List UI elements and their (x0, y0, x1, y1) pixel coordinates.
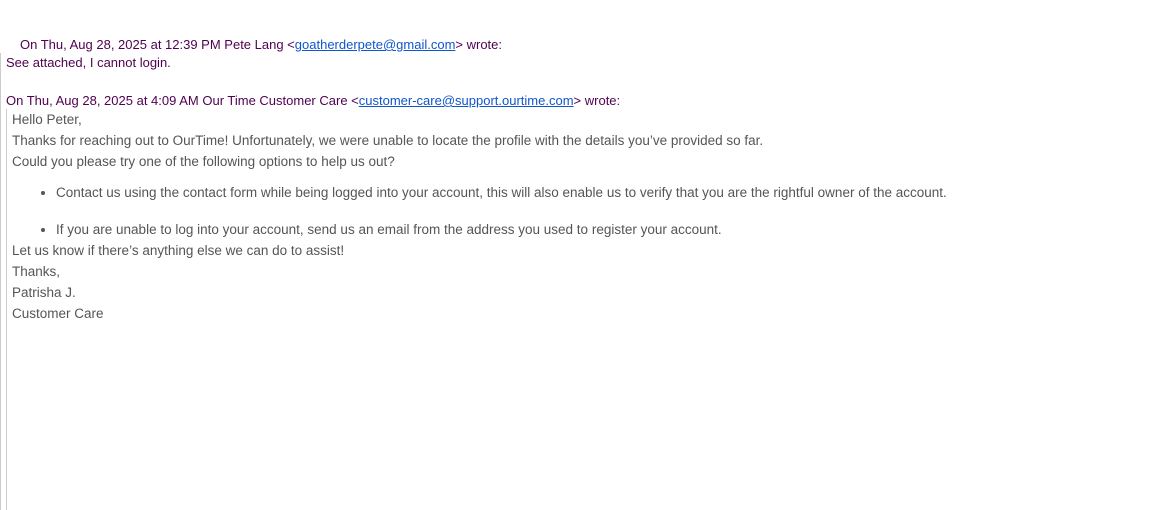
list-item: • If you are unable to log into your account, send us an email from the address you used to register your account. (56, 219, 1174, 240)
body-paragraph: Thanks for reaching out to OurTime! Unfortunately, we were unable to locate the profile with the details you’ve provided so far. (12, 133, 764, 148)
attribution-suffix: > wrote: (573, 93, 621, 108)
closing-text: Let us know if there’s anything else we can do to assist! (12, 243, 345, 258)
attribution-suffix: > wrote: (455, 37, 503, 52)
quoted-message-inner (6, 109, 1174, 510)
quote-attribution-inner (6, 93, 1174, 109)
body-paragraph: Could you please try one of the following options to help us out? (12, 154, 395, 169)
sign-off-text: Thanks, (12, 264, 61, 279)
signature-name: Patrisha J. (12, 285, 76, 300)
quoted-message-outer (0, 53, 1174, 510)
reply-text: See attached, I cannot login. (6, 55, 171, 70)
signature-block (12, 282, 1174, 324)
quote-attribution-outer (20, 37, 1174, 53)
support-email-link[interactable]: customer-care@support.ourtime.com (358, 93, 574, 108)
options-list (12, 182, 1174, 240)
greeting-text: Hello Peter, (12, 112, 82, 127)
sender-email-link[interactable]: goatherderpete@gmail.com (294, 37, 456, 52)
list-item: • Contact us using the contact form while being logged into your account, this will also enable us to verify that you are the rightful owner of the account. (56, 182, 1174, 203)
attribution-prefix: On Thu, Aug 28, 2025 at 4:09 AM Our Time Customer Care < (6, 93, 359, 108)
attribution-prefix: On Thu, Aug 28, 2025 at 12:39 PM Pete Lang < (20, 37, 295, 52)
signature-title: Customer Care (12, 306, 104, 321)
